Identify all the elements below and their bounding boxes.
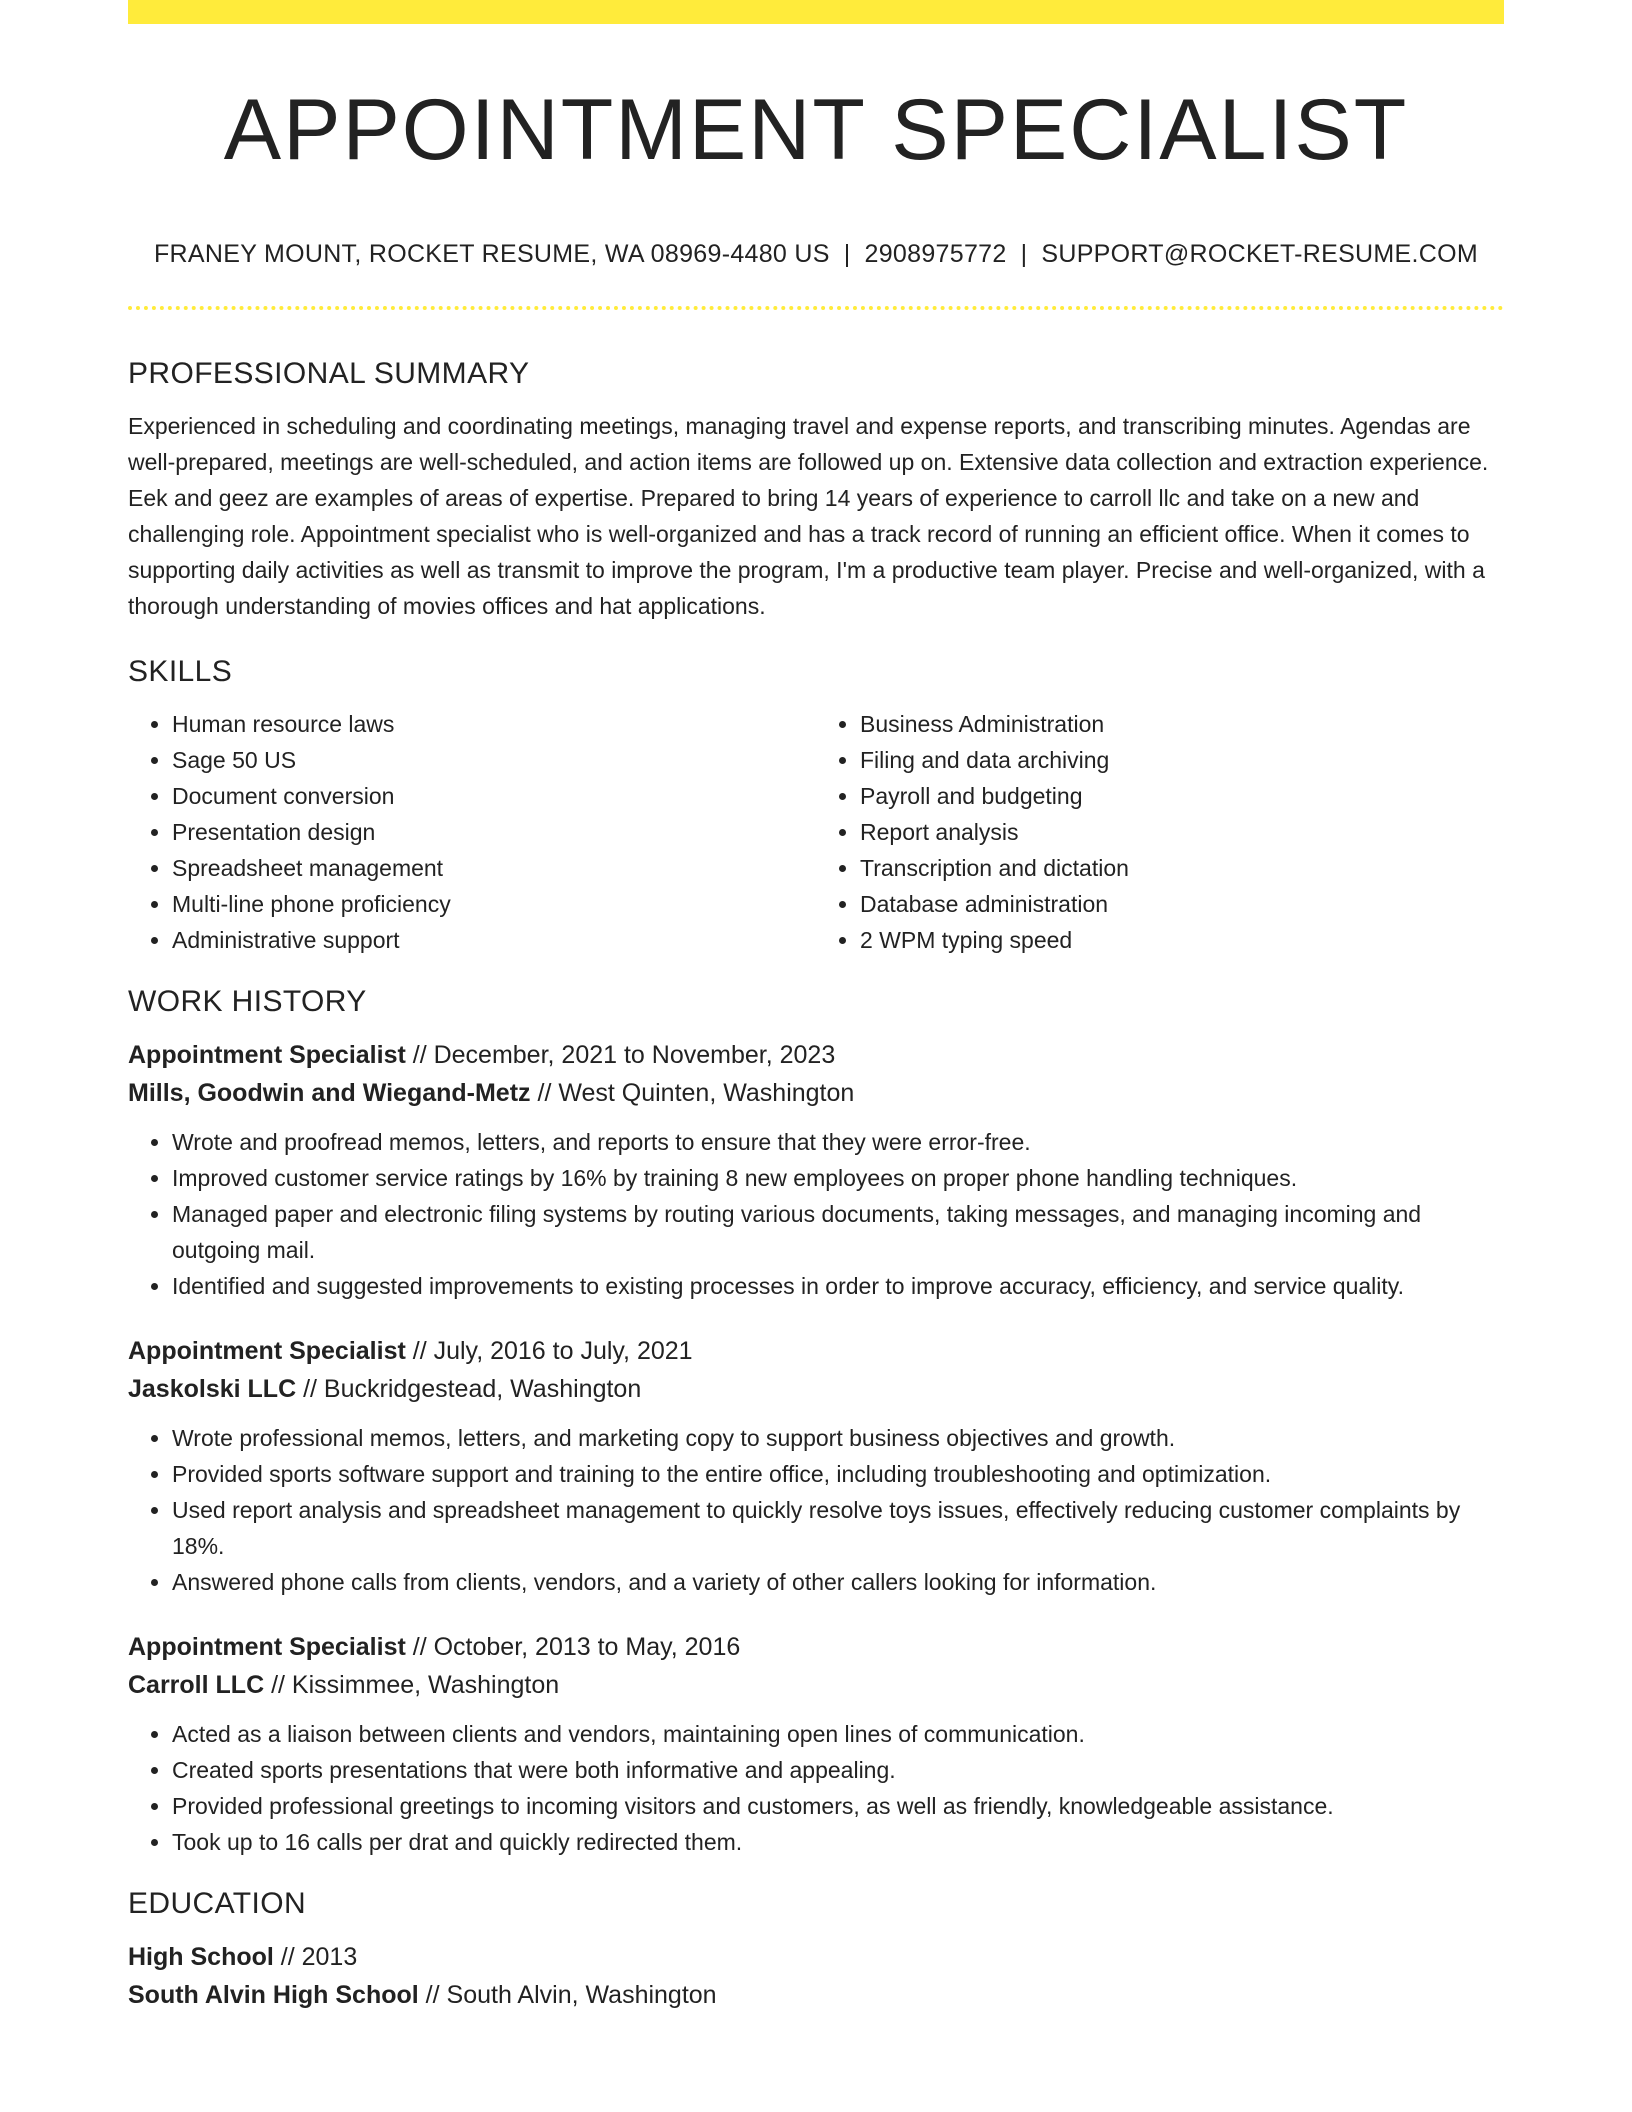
job-bullet: • Took up to 16 calls per drat and quickly redirected them. — [172, 1824, 1504, 1860]
skills-left-column — [128, 706, 816, 958]
job-bullet: • Provided professional greetings to incoming visitors and customers, as well as friendly, knowledgeable assistance. — [172, 1788, 1504, 1824]
job-dates: // October, 2013 to May, 2016 — [405, 1633, 741, 1661]
section-title-summary: PROFESSIONAL SUMMARY — [128, 357, 530, 390]
summary-text: Experienced in scheduling and coordinating meetings, managing travel and expense reports, and transcribing minutes. Agendas are well-prepared, meetings are well-scheduled, and action items are followed up on. Extensive data collection and extraction experience. Eek and geez are examples of areas of expertise. Prepared to bring 14 years of experience to carroll llc and take on a new and challenging role. Appointment specialist who is well-organized and has a track record of running an efficient office. When it comes to supporting daily activities as well as transmit to improve the program, I'm a productive team player. Precise and well-organized, with a thorough understanding of movies offices and hat applications. — [128, 413, 1489, 619]
skill-item: • Payroll and budgeting — [860, 778, 1504, 814]
job-role-line — [128, 1628, 1504, 1666]
contact-separator: | — [1020, 240, 1028, 268]
job-bullet: • Provided sports software support and training to the entire office, including troubleshooting and optimization. — [172, 1456, 1504, 1492]
job-bullet: • Managed paper and electronic filing systems by routing various documents, taking messages, and managing incoming and outgoing mail. — [172, 1196, 1504, 1268]
job-role: Appointment Specialist — [128, 1337, 406, 1365]
job-location: // West Quinten, Washington — [530, 1079, 855, 1107]
contact-email: SUPPORT@ROCKET-RESUME.COM — [1041, 240, 1478, 268]
job-company: Mills, Goodwin and Wiegand-Metz — [128, 1079, 531, 1107]
job-bullets — [128, 1124, 1504, 1304]
job-bullet: • Improved customer service ratings by 16% by training 8 new employees on proper phone handling techniques. — [172, 1160, 1504, 1196]
job-company: Jaskolski LLC — [128, 1375, 297, 1403]
section-spacer — [128, 1860, 1504, 1882]
education-year: // 2013 — [273, 1943, 358, 1971]
contact-phone: 2908975772 — [864, 240, 1007, 268]
education-school: South Alvin High School — [128, 1981, 419, 2009]
skill-item: • Human resource laws — [172, 706, 816, 742]
section-title-work: WORK HISTORY — [128, 985, 367, 1018]
job-bullet: • Acted as a liaison between clients and vendors, maintaining open lines of communication. — [172, 1716, 1504, 1752]
job-bullet: • Wrote and proofread memos, letters, and reports to ensure that they were error-free. — [172, 1124, 1504, 1160]
job-location: // Buckridgestead, Washington — [296, 1375, 642, 1403]
job-bullet: • Answered phone calls from clients, vendors, and a variety of other callers looking for information. — [172, 1564, 1504, 1600]
skill-item: • Spreadsheet management — [172, 850, 816, 886]
education-degree-line — [128, 1938, 1504, 1976]
skill-item: • Transcription and dictation — [860, 850, 1504, 886]
section-title-education: EDUCATION — [128, 1887, 307, 1920]
dotted-divider — [128, 306, 1504, 310]
skill-item: • Multi-line phone proficiency — [172, 886, 816, 922]
job-role-line — [128, 1036, 1504, 1074]
skill-item: • Presentation design — [172, 814, 816, 850]
job-bullet: • Used report analysis and spreadsheet management to quickly resolve toys issues, effectively reducing customer complaints by 18%. — [172, 1492, 1504, 1564]
professional-summary-section — [128, 352, 1504, 624]
job-bullet: • Created sports presentations that were both informative and appealing. — [172, 1752, 1504, 1788]
skill-item: • Document conversion — [172, 778, 816, 814]
contact-line — [128, 236, 1504, 272]
job-company: Carroll LLC — [128, 1671, 265, 1699]
contact-separator: | — [843, 240, 851, 268]
skill-item: • Administrative support — [172, 922, 816, 958]
skills-section — [128, 650, 1504, 958]
skills-right-column — [816, 706, 1504, 958]
job-company-line — [128, 1370, 1504, 1408]
education-section — [128, 1882, 1504, 2014]
education-location: // South Alvin, Washington — [418, 1981, 717, 2009]
skill-item: • Database administration — [860, 886, 1504, 922]
job-bullets — [128, 1420, 1504, 1600]
job-bullet: • Wrote professional memos, letters, and marketing copy to support business objectives and growth. — [172, 1420, 1504, 1456]
education-school-line — [128, 1976, 1504, 2014]
skill-item: • Filing and data archiving — [860, 742, 1504, 778]
job-dates: // December, 2021 to November, 2023 — [405, 1041, 836, 1069]
skill-item: • Report analysis — [860, 814, 1504, 850]
job-entry — [128, 1628, 1504, 1860]
job-bullets — [128, 1716, 1504, 1860]
job-role-line — [128, 1332, 1504, 1370]
skill-item: • Business Administration — [860, 706, 1504, 742]
job-company-line — [128, 1666, 1504, 1704]
skill-item: • 2 WPM typing speed — [860, 922, 1504, 958]
skill-item: • Sage 50 US — [172, 742, 816, 778]
contact-address: FRANEY MOUNT, ROCKET RESUME, WA 08969-4480 US — [153, 240, 830, 268]
job-company-line — [128, 1074, 1504, 1112]
work-history-section — [128, 980, 1504, 1860]
top-accent-bar — [128, 0, 1504, 24]
candidate-title: APPOINTMENT SPECIALIST — [223, 82, 1409, 178]
job-dates: // July, 2016 to July, 2021 — [405, 1337, 693, 1365]
section-title-skills: SKILLS — [128, 655, 233, 688]
resume-body — [128, 352, 1504, 2014]
job-entry — [128, 1036, 1504, 1304]
education-degree: High School — [128, 1943, 274, 1971]
job-role: Appointment Specialist — [128, 1041, 406, 1069]
job-bullet: • Identified and suggested improvements to existing processes in order to improve accuracy, efficiency, and service quality. — [172, 1268, 1504, 1304]
education-entry — [128, 1938, 1504, 2014]
job-entry — [128, 1332, 1504, 1600]
job-role: Appointment Specialist — [128, 1633, 406, 1661]
job-location: // Kissimmee, Washington — [264, 1671, 560, 1699]
skills-columns — [128, 706, 1504, 958]
